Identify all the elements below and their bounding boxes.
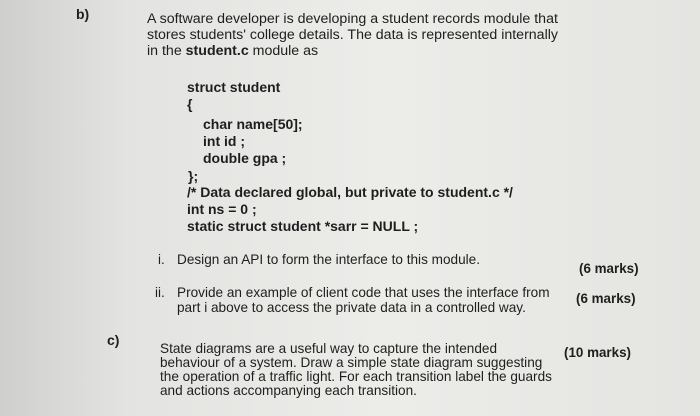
code-sarr-decl: static struct student *sarr = NULL ; (187, 218, 419, 234)
code-open-brace: { (187, 96, 193, 112)
code-field-id: int id ; (203, 133, 245, 149)
section-b-intro-line-2: stores students' college details. The data is represented internally (147, 27, 558, 43)
intro-prefix: in the (147, 43, 186, 59)
section-c-label: c) (107, 332, 120, 348)
section-c-marks: (10 marks) (564, 345, 631, 360)
question-ii-line-1: Provide an example of client code that uses the interface from (177, 285, 550, 300)
module-name: student.c (185, 43, 249, 59)
intro-suffix: module as (248, 43, 319, 59)
code-comment: /* Data declared global, but private to student.c */ (187, 184, 513, 200)
section-c-line-3: the operation of a traffic light. For each transition label the guards (160, 369, 552, 384)
section-b-intro-line-1: A software developer is developing a student records module that (147, 11, 558, 27)
question-i-number: i. (158, 252, 165, 267)
code-field-name: char name[50]; (203, 116, 303, 132)
section-b-intro-line-3 (147, 44, 318, 59)
question-ii-marks: (6 marks) (576, 291, 636, 306)
question-ii-line-2: part i above to access the private data in a controlled way. (177, 300, 526, 315)
question-i-marks: (6 marks) (579, 261, 639, 276)
question-ii-number: ii. (155, 285, 165, 300)
code-close-brace: }; (188, 168, 199, 184)
question-i-text: Design an API to form the interface to this module. (177, 252, 480, 267)
code-struct-decl: struct student (187, 79, 281, 95)
section-c-line-2: behaviour of a system. Draw a simple state diagram suggesting (160, 355, 543, 370)
section-b-label: b) (76, 6, 90, 22)
code-field-gpa: double gpa ; (203, 150, 287, 166)
section-c-line-1: State diagrams are a useful way to capture the intended (160, 341, 498, 356)
section-c-line-4: and actions accompanying each transition. (160, 383, 417, 398)
code-ns-decl: int ns = 0 ; (187, 201, 257, 217)
